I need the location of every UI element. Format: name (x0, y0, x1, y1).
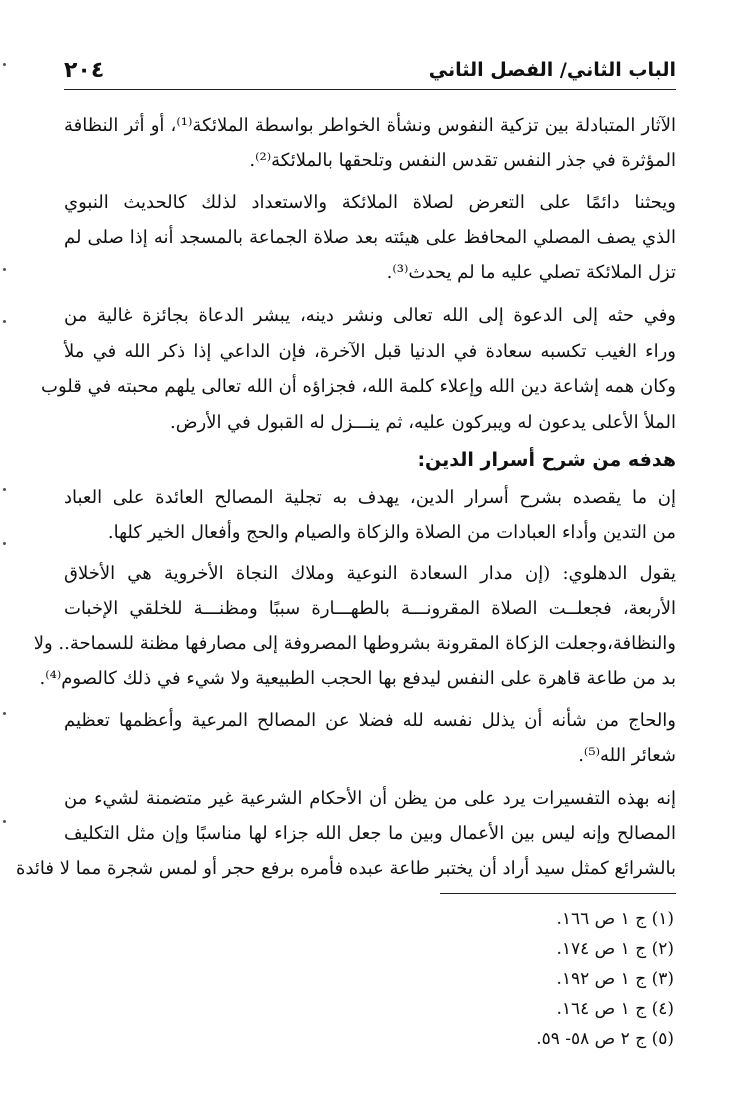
section-heading: هدفه من شرح أسرار الدين: (417, 449, 676, 471)
footnote: (٢) ج ١ ص ١٧٤. (556, 939, 674, 959)
body-line: يقول الدهلوي: (إن مدار السعادة النوعية وملاك النجاة الأخروية هي الأخلاق (64, 563, 676, 584)
body-line: الآثار المتبادلة بين تزكية النفوس ونشأة الخواطر بواسطة الملائكة⁽¹⁾، أو أثر النظافة (64, 115, 677, 136)
body-line: شعائر الله⁽⁵⁾. (578, 745, 676, 766)
body-line: وراء الغيب تكسبه سعادة في الدنيا قبل الآخرة، فإن الداعي إذا ذكر الله في ملأ (64, 341, 676, 362)
margin-speck (3, 268, 6, 271)
body-line: الذي يصف المصلي المحافظ على هيئته بعد صلاة الجماعة بالمسجد أنه إذا صلى لم (64, 227, 676, 248)
body-line: وكان همه إشاعة دين الله وإعلاء كلمة الله، فجزاؤه أن الله تعالى يلهم محبته في قلوب (41, 376, 676, 397)
footnote: (٣) ج ١ ص ١٩٢. (556, 969, 674, 989)
chapter-title: الباب الثاني/ الفصل الثاني (428, 59, 676, 81)
footnote: (٥) ج ٢ ص ٥٨- ٥٩. (536, 1029, 674, 1049)
page-number: ٢٠٤ (64, 58, 105, 83)
body-line: من التدين وأداء العبادات من الصلاة والزكاة والصيام والحج وأفعال الخير كلها. (107, 522, 676, 543)
footnote: (٤) ج ١ ص ١٦٤. (556, 999, 674, 1019)
body-line: الملأ الأعلى يدعون له ويبركون عليه، ثم ينـــزل له القبول في الأرض. (170, 412, 676, 433)
margin-speck (3, 542, 6, 545)
body-line: المؤثرة في جذر النفس تقدس النفس وتلحقها بالملائكة⁽²⁾. (249, 150, 676, 171)
body-line: إنه بهذه التفسيرات يرد على من يظن أن الأحكام الشرعية غير متضمنة لشيء من (64, 788, 676, 809)
body-line: والحاج من شأنه أن يذلل نفسه لله فضلا عن المصالح المرعية وأعظمها تعظيم (64, 710, 676, 731)
body-line: بد من طاعة قاهرة على النفس ليدفع بها الحجب الطبيعية ولا شيء في ذلك كالصوم⁽⁴⁾. (39, 668, 676, 689)
body-line: ويحثنا دائمًا على التعرض لصلاة الملائكة والاستعداد لذلك كالحديث النبوي (64, 192, 676, 213)
running-header (64, 55, 676, 90)
margin-speck (3, 488, 6, 491)
body-line: والنظافة،وجعلت الزكاة المقرونة بشروطها المصروفة إلى مصارفها مظنة للسماحة.. ولا (33, 633, 676, 654)
body-line: تزل الملائكة تصلي عليه ما لم يحدث⁽³⁾. (386, 262, 676, 283)
body-line: وفي حثه إلى الدعوة إلى الله تعالى ونشر دينه، يبشر الدعاة بجائزة غالية من (64, 305, 676, 326)
margin-speck (3, 320, 6, 323)
margin-speck (3, 63, 6, 66)
footnote: (١) ج ١ ص ١٦٦. (556, 909, 674, 929)
body-line: إن ما يقصده بشرح أسرار الدين، يهدف به تجلية المصالح العائدة على العباد (64, 487, 676, 508)
margin-speck (3, 820, 6, 823)
body-line: المصالح وإنه ليس بين الأعمال وبين ما جعل الله جزاء لها مناسبًا وإن مثل التكليف (64, 823, 676, 844)
body-line: بالشرائع كمثل سيد أراد أن يختبر طاعة عبده فأمره برفع حجر أو لمس شجرة مما لا فائدة (16, 858, 676, 879)
footnote-separator (440, 893, 676, 894)
margin-speck (3, 712, 6, 715)
body-line: الأربعة، فجعلــت الصلاة المقرونـــة بالطهـــارة سببًا ومظنـــة للخلقي الإخبات (64, 598, 676, 619)
